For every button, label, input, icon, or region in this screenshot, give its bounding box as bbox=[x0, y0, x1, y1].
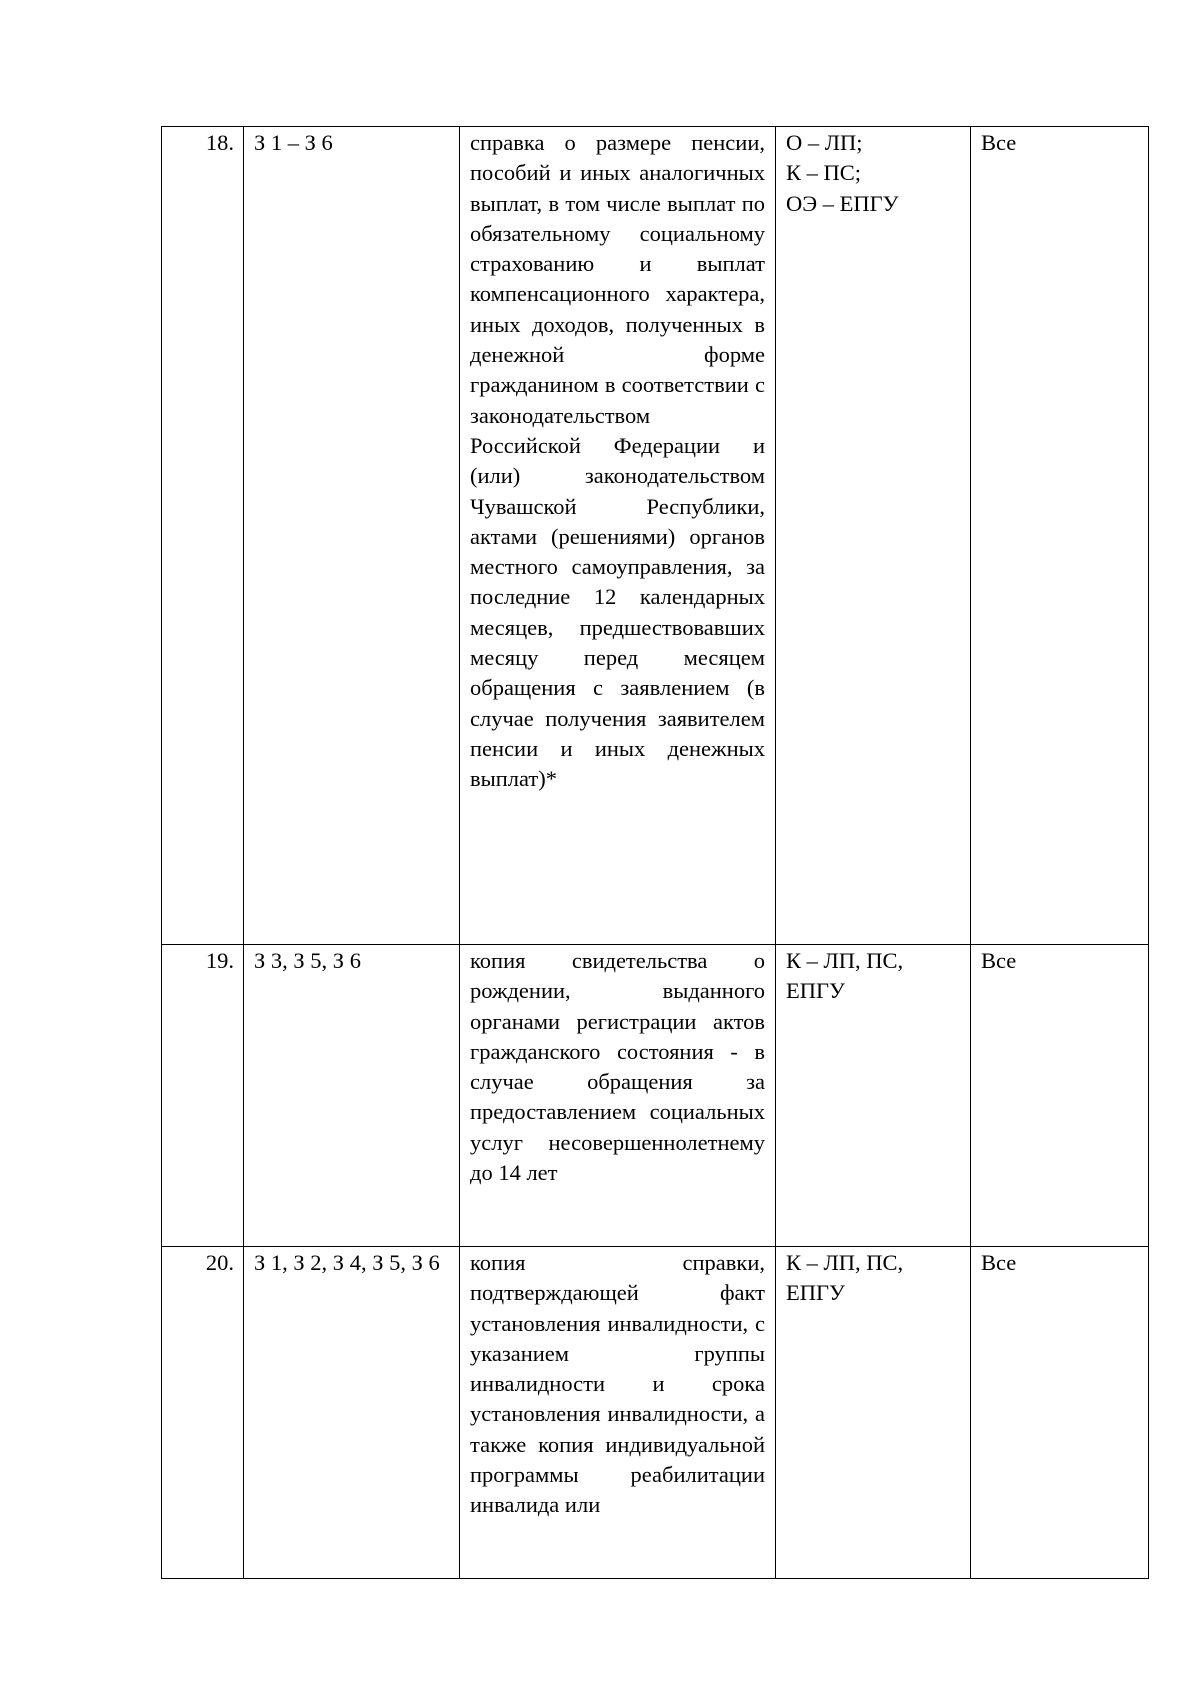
submission-method bbox=[776, 1247, 971, 1579]
submission-method-line: ЕПГУ bbox=[786, 978, 845, 1004]
applicant-codes: З 3, З 5, З 6 bbox=[244, 945, 460, 1247]
applicant-category: Все bbox=[971, 127, 1149, 945]
documents-table bbox=[161, 126, 1149, 1579]
applicant-category: Все bbox=[971, 945, 1149, 1247]
applicant-category: Все bbox=[971, 1247, 1149, 1579]
submission-method-line: К – ПС; bbox=[786, 160, 862, 186]
submission-method-line: ЕПГУ bbox=[786, 1280, 845, 1306]
table-row bbox=[162, 945, 1149, 1247]
document-description: копия свидетельства о рождении, выданного органами регистрации актов гражданского состояния - в случае обращения за предоставлением социальных услуг несовершеннолетнему до 14 лет bbox=[460, 945, 776, 1247]
table-row bbox=[162, 1247, 1149, 1579]
submission-method-line: К – ЛП, ПС, bbox=[786, 948, 904, 973]
submission-method bbox=[776, 127, 971, 945]
row-number: 18. bbox=[162, 127, 244, 945]
submission-method bbox=[776, 945, 971, 1247]
submission-method-line: ОЭ – ЕПГУ bbox=[786, 190, 899, 216]
submission-method-line: К – ЛП, ПС, bbox=[786, 1250, 904, 1275]
submission-method-line: О – ЛП; bbox=[786, 130, 863, 155]
document-description: справка о размере пенсии, пособий и иных аналогичных выплат, в том числе выплат по обязательному социальному страхованию и выплат компенсационного характера, иных доходов, полученных в денежной форме гражданином в соответствии с законодательством Российской Федерации и (или) законодательством Чувашской Республики, актами (решениями) органов местного самоуправления, за последние 12 календарных месяцев, предшествовавших месяцу перед месяцем обращения с заявлением (в случае получения заявителем пенсии и иных денежных выплат)* bbox=[460, 127, 776, 945]
row-number: 19. bbox=[162, 945, 244, 1247]
row-number: 20. bbox=[162, 1247, 244, 1579]
applicant-codes: З 1 – З 6 bbox=[244, 127, 460, 945]
document-description: копия справки, подтверждающей факт установления инвалидности, с указанием группы инвалидности и срока установления инвалидности, а также копия индивидуальной программы реабилитации инвалида или bbox=[460, 1247, 776, 1579]
table-row bbox=[162, 127, 1149, 945]
applicant-codes: З 1, З 2, З 4, З 5, З 6 bbox=[244, 1247, 460, 1579]
